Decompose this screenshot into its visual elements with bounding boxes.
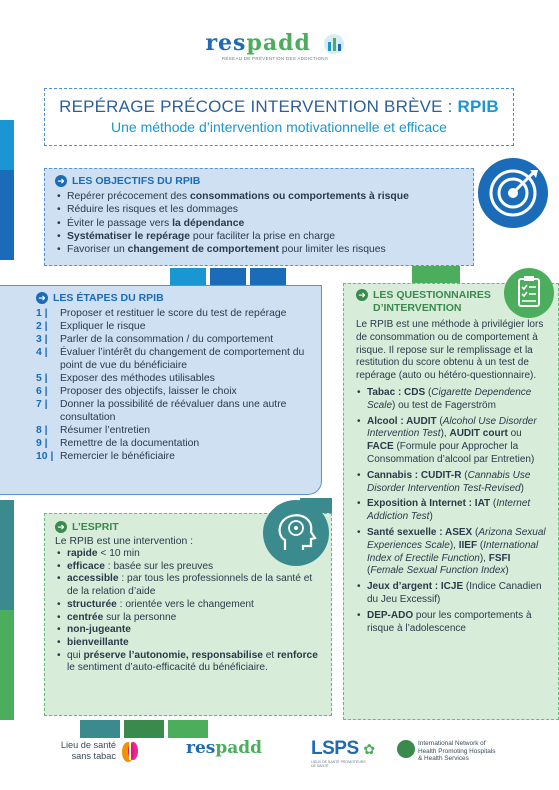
questionnaire-bold: Cannabis : CUDIT-R bbox=[367, 469, 462, 481]
spirit-bold: rapide bbox=[67, 548, 98, 559]
step-separator: | bbox=[41, 438, 48, 449]
questionnaire-italic: Cigarette Dependence Scale bbox=[367, 386, 532, 411]
questionnaire-item bbox=[356, 527, 548, 578]
step-separator: | bbox=[47, 451, 54, 462]
footer bbox=[0, 728, 559, 790]
objective-text: pour limiter les risques bbox=[278, 244, 386, 256]
footer-hph-line2: Health Promoting Hospitals bbox=[418, 747, 496, 755]
arrow-right-icon: ➜ bbox=[356, 289, 368, 301]
questionnaire-tail: ) bbox=[429, 511, 433, 523]
step-number bbox=[36, 320, 60, 333]
footer-lsps-text: LSPS bbox=[311, 738, 359, 759]
footer-lsps-logo bbox=[311, 738, 375, 760]
questionnaire-bold3: FACE bbox=[367, 441, 394, 453]
spirit-rest: : basée sur les preuves bbox=[104, 560, 214, 572]
questionnaire-bold: Exposition à Internet : IAT bbox=[367, 498, 491, 510]
footer-hph-line1: International Network of bbox=[418, 740, 486, 747]
questionnaire-tail: ) ou test de Fagerström bbox=[392, 399, 496, 411]
questionnaire-italic: Alcohol Use Disorder Intervention Test bbox=[367, 415, 537, 440]
step-separator: | bbox=[41, 334, 48, 345]
decor-strip-3 bbox=[0, 500, 14, 610]
questionnaires-heading-text: LES QUESTIONNAIRES D’INTERVENTION bbox=[373, 289, 491, 314]
spirit-bold: accessible bbox=[67, 573, 119, 585]
step-text: Remettre de la documentation bbox=[60, 438, 200, 449]
questionnaire-rest: ( bbox=[461, 469, 468, 481]
logo-word-b: padd bbox=[246, 30, 311, 56]
step-number bbox=[36, 333, 60, 346]
questionnaire-tail2: ou bbox=[507, 428, 522, 440]
questionnaires-intro: Le RPIB est une méthode à privilégier lors de consommation ou de comportement à risque. Il repose sur le remplissage et la restitution du score obtenu à un test de repérage (auto ou hétéro-questionnaire). bbox=[356, 319, 544, 382]
questionnaire-tail4: ( bbox=[367, 565, 371, 577]
questionnaire-italic2: International Index of Erectile Function bbox=[367, 539, 539, 564]
questionnaire-italic: Cannabis Use Disorder Intervention Test-Revised bbox=[367, 469, 531, 494]
step-item bbox=[36, 424, 311, 437]
step-item bbox=[36, 398, 311, 424]
step-item bbox=[36, 346, 311, 372]
step-item bbox=[36, 372, 311, 385]
logo-subtitle: RÉSEAU DE PRÉVENTION DES ADDICTIONS bbox=[221, 56, 329, 61]
objective-bold: Systématiser le repérage bbox=[67, 230, 191, 242]
spirit-bold2: renforce bbox=[277, 649, 318, 661]
page-title bbox=[45, 97, 513, 117]
spirit-rest2: le sentiment d’auto-efficacité du bénéficiaire. bbox=[67, 662, 268, 674]
spirit-bold: structurée bbox=[67, 598, 117, 610]
objective-bold: changement de comportement bbox=[127, 244, 279, 256]
decor-square-4 bbox=[412, 266, 460, 284]
step-item bbox=[36, 307, 311, 320]
spirit-bold: préserve l’autonomie, responsabilise bbox=[83, 649, 263, 661]
step-number bbox=[36, 385, 60, 398]
objectives-heading-text: LES OBJECTIFS DU RPIB bbox=[72, 175, 201, 187]
decor-strip-1 bbox=[0, 120, 14, 170]
step-text: Évaluer l’intérêt du changement de comportement du point de vue du bénéficiaire bbox=[60, 347, 305, 371]
spirit-item bbox=[55, 624, 321, 637]
objective-item bbox=[55, 203, 463, 216]
questionnaire-rest: pour les comportements à risque à l’adolescence bbox=[367, 609, 532, 634]
objective-text: Favoriser un bbox=[67, 244, 128, 256]
questionnaire-tail: ), bbox=[440, 428, 450, 440]
step-number bbox=[36, 437, 60, 450]
spirit-rest: < 10 min bbox=[97, 548, 140, 559]
questionnaire-item bbox=[356, 581, 548, 607]
respadd-logo bbox=[200, 30, 350, 70]
decor-square-3 bbox=[250, 268, 286, 286]
spirit-list bbox=[55, 548, 321, 675]
step-separator: | bbox=[41, 399, 48, 410]
title-acronym: RPIB bbox=[457, 97, 499, 116]
objective-bold: consommations ou comportements à risque bbox=[190, 191, 409, 202]
objectives-list bbox=[55, 190, 463, 256]
spirit-item bbox=[55, 612, 321, 625]
spirit-intro: Le RPIB est une intervention : bbox=[55, 536, 194, 547]
questionnaire-bold: DEP-ADO bbox=[367, 609, 414, 621]
footer-lsps-sub: LIEUX DE SANTÉ PROMOTEURS DE SANTÉ bbox=[311, 760, 366, 768]
step-text: Proposer et restituer le score du test de repérage bbox=[60, 308, 287, 319]
footer-respadd-b: padd bbox=[215, 738, 263, 758]
questionnaire-bold: Alcool : AUDIT bbox=[367, 415, 437, 427]
title-box bbox=[44, 88, 514, 146]
questionnaire-bold3: FSFI bbox=[488, 552, 511, 564]
step-number bbox=[36, 450, 60, 463]
step-number-value: 3 bbox=[36, 334, 42, 345]
questionnaire-italic: Arizona Sexual Experiences Scale bbox=[367, 526, 546, 551]
spirit-item bbox=[55, 637, 321, 650]
footer-respadd-logo bbox=[186, 738, 262, 758]
questionnaire-item bbox=[356, 610, 548, 636]
questionnaire-item bbox=[356, 498, 548, 524]
step-text: Exposer des méthodes utilisables bbox=[60, 373, 215, 384]
title-text: REPÉRAGE PRÉCOCE INTERVENTION BRÈVE : bbox=[59, 97, 458, 116]
spirit-bold: non-jugeante bbox=[67, 624, 131, 636]
footer-respadd-a: res bbox=[186, 738, 216, 758]
spirit-bold: centrée bbox=[67, 611, 104, 623]
step-text: Proposer des objectifs, laisser le choix bbox=[60, 386, 237, 397]
footer-lieu-line1: Lieu de santé bbox=[60, 740, 116, 750]
arrow-right-icon: ➜ bbox=[55, 175, 67, 187]
step-number bbox=[36, 307, 60, 320]
objective-text: pour faciliter la prise en charge bbox=[190, 230, 335, 242]
steps-box bbox=[0, 285, 322, 495]
step-number-value: 8 bbox=[36, 425, 42, 436]
step-number bbox=[36, 346, 60, 372]
objective-text: Repérer précocement des bbox=[67, 191, 191, 202]
spirit-item bbox=[55, 573, 321, 598]
target-icon bbox=[478, 158, 548, 228]
questionnaires-list bbox=[356, 387, 548, 635]
steps-heading bbox=[36, 292, 311, 304]
step-number-value: 9 bbox=[36, 438, 42, 449]
step-number-value: 2 bbox=[36, 321, 42, 332]
questionnaire-rest: ( bbox=[472, 526, 479, 538]
spirit-rest: sur la personne bbox=[103, 611, 177, 623]
questionnaire-tail3: ), bbox=[479, 552, 489, 564]
questionnaire-rest: ( bbox=[425, 386, 432, 398]
questionnaire-bold2: IIEF bbox=[458, 539, 478, 551]
objective-item bbox=[55, 217, 463, 230]
lsps-leaf-icon: ✿ bbox=[363, 741, 375, 757]
step-item bbox=[36, 320, 311, 333]
step-number-value: 4 bbox=[36, 347, 42, 358]
spirit-heading-text: L’ESPRIT bbox=[72, 521, 119, 533]
objective-item bbox=[55, 230, 463, 243]
step-item bbox=[36, 333, 311, 346]
step-separator: | bbox=[41, 347, 48, 358]
step-number bbox=[36, 424, 60, 437]
step-separator: | bbox=[41, 321, 48, 332]
step-separator: | bbox=[41, 425, 48, 436]
footer-lieu-line2: sans tabac bbox=[71, 751, 116, 761]
spirit-rest: : orientée vers le changement bbox=[116, 598, 254, 610]
step-text: Résumer l’entretien bbox=[60, 425, 151, 436]
questionnaire-item bbox=[356, 470, 548, 496]
step-number-value: 10 bbox=[36, 451, 48, 462]
arrow-right-icon: ➜ bbox=[36, 292, 48, 304]
questionnaire-tail: ) bbox=[520, 482, 524, 494]
questionnaires-box bbox=[343, 283, 559, 720]
objective-bold: la dépendance bbox=[172, 217, 245, 229]
logo-word-a: res bbox=[205, 30, 247, 56]
questionnaire-tail: ), bbox=[449, 539, 459, 551]
questionnaire-bold: Santé sexuelle : ASEX bbox=[367, 526, 473, 538]
questionnaire-bold: Tabac : CDS bbox=[367, 386, 426, 398]
spirit-rest: : par tous les professionnels de la santé et de la relation d’aide bbox=[67, 573, 313, 598]
step-item bbox=[36, 385, 311, 398]
questionnaire-bold: Jeux d’argent : ICJE bbox=[367, 581, 464, 593]
head-brain-icon bbox=[263, 500, 329, 566]
decor-square-2 bbox=[210, 268, 246, 286]
hph-globe-icon bbox=[397, 740, 415, 758]
step-number-value: 6 bbox=[36, 386, 42, 397]
step-separator: | bbox=[41, 308, 48, 319]
spirit-bold: efficace bbox=[67, 560, 105, 572]
questionnaire-tail3: (Formule pour Approcher la Consommation d’alcool par Entretien) bbox=[367, 441, 535, 465]
lieu-sante-logo-icon bbox=[120, 738, 140, 764]
logo-bars-icon bbox=[323, 33, 345, 55]
step-item bbox=[36, 450, 311, 463]
decor-strip-4 bbox=[0, 610, 14, 720]
step-item bbox=[36, 437, 311, 450]
step-text: Remercier le bénéficiaire bbox=[60, 451, 175, 462]
steps-list bbox=[36, 307, 311, 463]
spirit-item bbox=[55, 650, 321, 675]
questionnaire-rest: ( bbox=[490, 498, 497, 510]
questionnaire-rest: (Indice Canadien du Jeu Excessif) bbox=[367, 581, 542, 605]
questionnaire-item bbox=[356, 387, 548, 413]
questionnaire-rest: ( bbox=[436, 415, 443, 427]
footer-hph-line3: & Health Services bbox=[418, 755, 469, 763]
footer-hph-text bbox=[418, 740, 548, 763]
decor-square-1 bbox=[170, 268, 206, 286]
spirit-item bbox=[55, 599, 321, 612]
step-text: Expliquer le risque bbox=[60, 321, 146, 332]
objective-text: Éviter le passage vers bbox=[67, 217, 173, 229]
step-separator: | bbox=[41, 386, 48, 397]
step-number-value: 5 bbox=[36, 373, 42, 384]
step-text: Parler de la consommation / du comportement bbox=[60, 334, 274, 345]
questionnaire-item bbox=[356, 416, 548, 467]
step-number-value: 1 bbox=[36, 308, 42, 319]
arrow-right-icon: ➜ bbox=[55, 521, 67, 533]
questionnaire-italic3: Female Sexual Function Index bbox=[370, 565, 506, 577]
spirit-bold: bienveillante bbox=[67, 636, 129, 648]
step-number-value: 7 bbox=[36, 399, 42, 410]
step-separator: | bbox=[41, 373, 48, 384]
step-text: Donner la possibilité de réévaluer dans une autre consultation bbox=[60, 399, 287, 423]
objective-text: Réduire les risques et les dommages bbox=[67, 204, 238, 216]
objective-item bbox=[55, 190, 463, 203]
spirit-pre: qui bbox=[67, 649, 84, 661]
objectives-box bbox=[44, 168, 474, 266]
step-number bbox=[36, 372, 60, 385]
questionnaire-tail5: ) bbox=[505, 565, 509, 577]
decor-strip-2 bbox=[0, 170, 14, 260]
spirit-rest: et bbox=[262, 649, 278, 661]
questionnaire-tail2: ( bbox=[477, 539, 484, 551]
objective-item bbox=[55, 243, 463, 256]
page-subtitle: Une méthode d’intervention motivationnelle et efficace bbox=[111, 119, 447, 135]
questionnaire-bold2: AUDIT court bbox=[449, 428, 508, 440]
clipboard-checklist-icon bbox=[504, 268, 554, 318]
footer-lieu-text bbox=[40, 740, 116, 762]
step-number bbox=[36, 398, 60, 424]
steps-heading-text: LES ÉTAPES DU RPIB bbox=[53, 292, 164, 304]
objectives-heading bbox=[55, 175, 463, 187]
questionnaire-italic: Internet Addiction Test bbox=[367, 498, 531, 523]
